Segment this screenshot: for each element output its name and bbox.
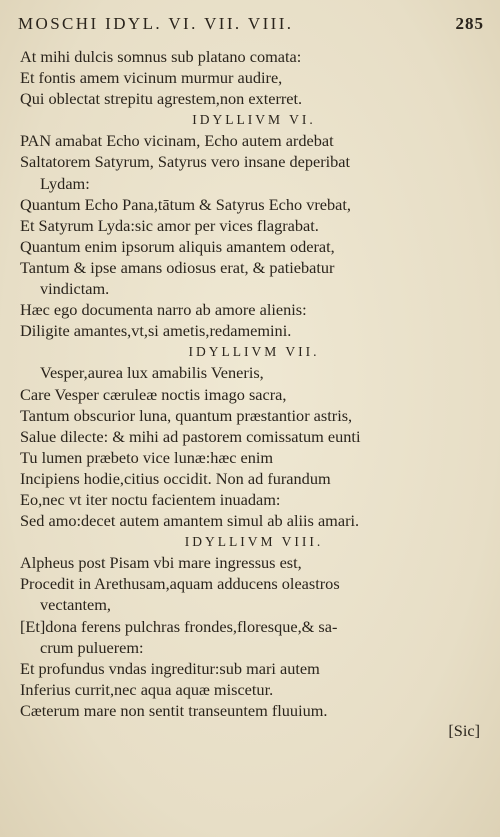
text-line: Eo,nec vt iter noctu facientem inuadam: bbox=[20, 489, 281, 509]
text-line: vindictam. bbox=[40, 279, 110, 299]
section-heading: IDYLLIVM VII. bbox=[188, 344, 320, 360]
text-line: Quantum Echo Pana,tātum & Satyrus Echo vrebat, bbox=[20, 194, 351, 214]
text-line: Tantum & ipse amans odiosus erat, & patiebatur bbox=[20, 257, 335, 277]
text-line: Incipiens hodie,citius occidit. Non ad furandum bbox=[20, 468, 331, 488]
text-line: Procedit in Arethusam,aquam adducens oleastros bbox=[20, 574, 340, 594]
section-heading: IDYLLIVM VI. bbox=[192, 112, 316, 128]
text-line: At mihi dulcis somnus sub platano comata: bbox=[20, 47, 302, 66]
text-line: Cæterum mare non sentit transeuntem fluuium. bbox=[20, 700, 328, 720]
text-line: Et fontis amem vicinum murmur audire, bbox=[20, 68, 283, 88]
text-line: vectantem, bbox=[40, 595, 111, 615]
poem-text bbox=[20, 46, 488, 721]
text-line: Quantum enim ipsorum aliquis amantem oderat, bbox=[20, 236, 335, 256]
text-line: Inferius currit,nec aqua aquæ miscetur. bbox=[20, 679, 274, 699]
section-heading: IDYLLIVM VIII. bbox=[184, 534, 324, 550]
text-line: Care Vesper cæruleæ noctis imago sacra, bbox=[20, 384, 287, 404]
text-line: Salue dilecte: & mihi ad pastorem comissatum eunti bbox=[20, 426, 361, 446]
page-number: 285 bbox=[455, 14, 484, 33]
text-line: Qui oblectat strepitu agrestem,non exterret. bbox=[20, 89, 303, 109]
catchword: [Sic] bbox=[448, 721, 480, 740]
running-header bbox=[18, 14, 484, 40]
text-line: Tantum obscurior luna, quantum præstantior astris, bbox=[20, 405, 353, 425]
text-line: Vesper,aurea lux amabilis Veneris, bbox=[40, 363, 264, 383]
text-line: Et profundus vndas ingreditur:sub mari autem bbox=[20, 658, 320, 678]
text-line: Tu lumen præbeto vice lunæ:hæc enim bbox=[20, 447, 274, 467]
text-line: crum puluerem: bbox=[40, 637, 144, 657]
text-line: PAN amabat Echo vicinam, Echo autem ardebat bbox=[20, 131, 334, 151]
text-line: [Et]dona ferens pulchras frondes,floresque,& sa- bbox=[20, 616, 338, 636]
text-line: Saltatorem Satyrum, Satyrus vero insane deperibat bbox=[20, 152, 351, 172]
text-line: Lydam: bbox=[40, 173, 90, 193]
text-line: Hæc ego documenta narro ab amore alienis: bbox=[20, 300, 307, 320]
text-line: Sed amo:decet autem amantem simul ab aliis amari. bbox=[20, 511, 360, 531]
text-line: Et Satyrum Lyda:sic amor per vices flagrabat. bbox=[20, 215, 319, 235]
running-head: MOSCHI IDYL. VI. VII. VIII. bbox=[18, 14, 294, 33]
text-line: Alpheus post Pisam vbi mare ingressus est, bbox=[20, 553, 302, 573]
text-line: Diligite amantes,vt,si ametis,redamemini. bbox=[20, 321, 292, 341]
